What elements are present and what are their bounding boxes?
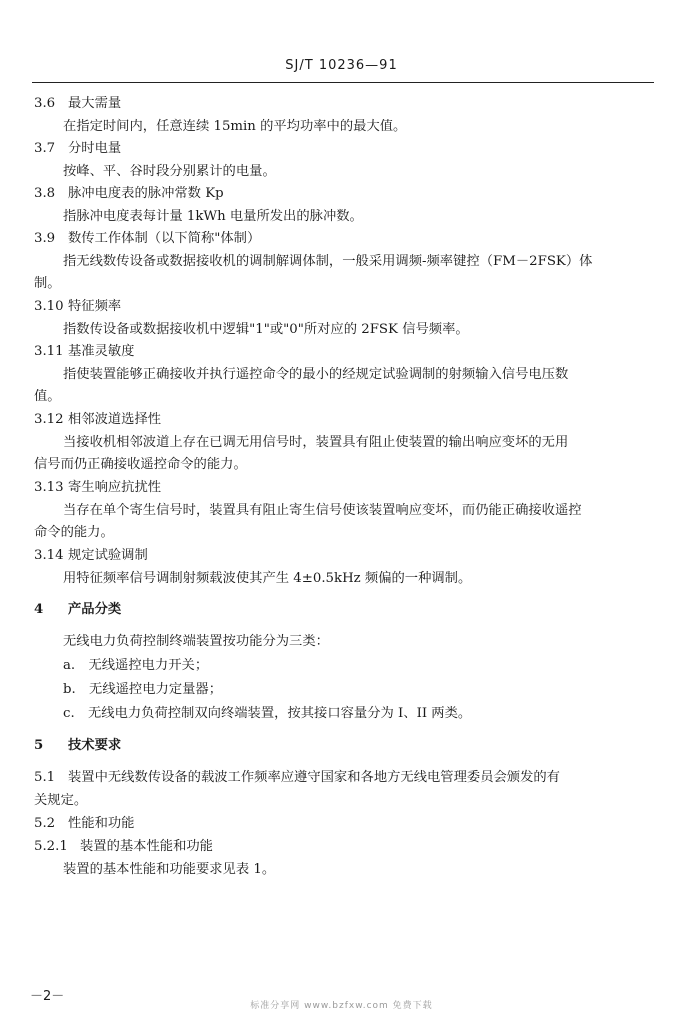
clause-3-10-body: 指数传设备或数据接收机中逻辑"1"或"0"所对应的 2FSK 信号频率。 — [63, 322, 469, 337]
clause-5-1: 5.1 装置中无线数传设备的载波工作频率应遵守国家和各地方无线电管理委员会颁发的有 — [34, 770, 560, 785]
clause-3-6-body: 在指定时间内，任意连续 15min 的平均功率中的最大值。 — [63, 119, 407, 134]
clause-5-1-cont: 关规定。 — [34, 793, 88, 808]
section-4-item-a: a. 无线遥控电力开关； — [63, 658, 209, 673]
clause-3-13-body: 当存在单个寄生信号时，装置具有阻止寄生信号使该装置响应变坏，而仍能正确接收遥控 — [63, 503, 582, 518]
clause-3-13-heading: 3.13 寄生响应抗扰性 — [34, 480, 162, 495]
clause-3-7-body: 按峰、平、谷时段分别累计的电量。 — [63, 164, 276, 179]
clause-3-6-heading: 3.6 最大需量 — [34, 96, 122, 111]
clause-3-9-heading: 3.9 数传工作体制（以下简称"体制） — [34, 231, 261, 246]
section-4-item-c: c. 无线电力负荷控制双向终端装置，按其接口容量分为 I、II 两类。 — [63, 706, 472, 721]
header-rule — [32, 82, 654, 83]
clause-3-8-body: 指脉冲电度表每计量 1kWh 电量所发出的脉冲数。 — [63, 209, 363, 224]
section-4-heading: 4 产品分类 — [34, 602, 122, 617]
clause-3-10-heading: 3.10 特征频率 — [34, 299, 122, 314]
clause-5-2-heading: 5.2 性能和功能 — [34, 816, 135, 831]
watermark: 标准分享网 www.bzfxw.com 免费下载 — [250, 1001, 433, 1011]
clause-3-14-heading: 3.14 规定试验调制 — [34, 548, 148, 563]
clause-3-12-body: 当接收机相邻波道上存在已调无用信号时，装置具有阻止使装置的输出响应变坏的无用 — [63, 435, 569, 450]
clause-3-9-body: 指无线数传设备或数据接收机的调制解调体制，一般采用调频-频率键控（FM－2FSK）体 — [63, 254, 593, 269]
section-4-intro: 无线电力负荷控制终端装置按功能分为三类： — [63, 634, 329, 649]
clause-3-8-heading: 3.8 脉冲电度表的脉冲常数 Kp — [34, 186, 224, 201]
clause-3-7-heading: 3.7 分时电量 — [34, 141, 122, 156]
clause-5-2-1-body: 装置的基本性能和功能要求见表 1。 — [63, 862, 276, 877]
clause-3-11-heading: 3.11 基准灵敏度 — [34, 344, 135, 359]
section-5-heading: 5 技术要求 — [34, 738, 122, 753]
clause-3-11-body: 指使装置能够正确接收并执行遥控命令的最小的经规定试验调制的射频输入信号电压数 — [63, 367, 569, 382]
clause-3-12-heading: 3.12 相邻波道选择性 — [34, 412, 162, 427]
clause-3-12-body-cont: 信号而仍正确接收遥控命令的能力。 — [34, 457, 247, 472]
section-4-item-b: b. 无线遥控电力定量器； — [63, 682, 223, 697]
clause-3-13-body-cont: 命令的能力。 — [34, 525, 114, 540]
page-number: －2－ — [30, 989, 65, 1004]
clause-5-2-1-heading: 5.2.1 装置的基本性能和功能 — [34, 839, 213, 854]
clause-3-11-body-cont: 值。 — [34, 389, 61, 404]
document-code-header: SJ/T 10236—91 — [285, 58, 398, 73]
clause-3-14-body: 用特征频率信号调制射频载波使其产生 4±0.5kHz 频偏的一种调制。 — [63, 571, 472, 586]
clause-3-9-body-cont: 制。 — [34, 276, 61, 291]
